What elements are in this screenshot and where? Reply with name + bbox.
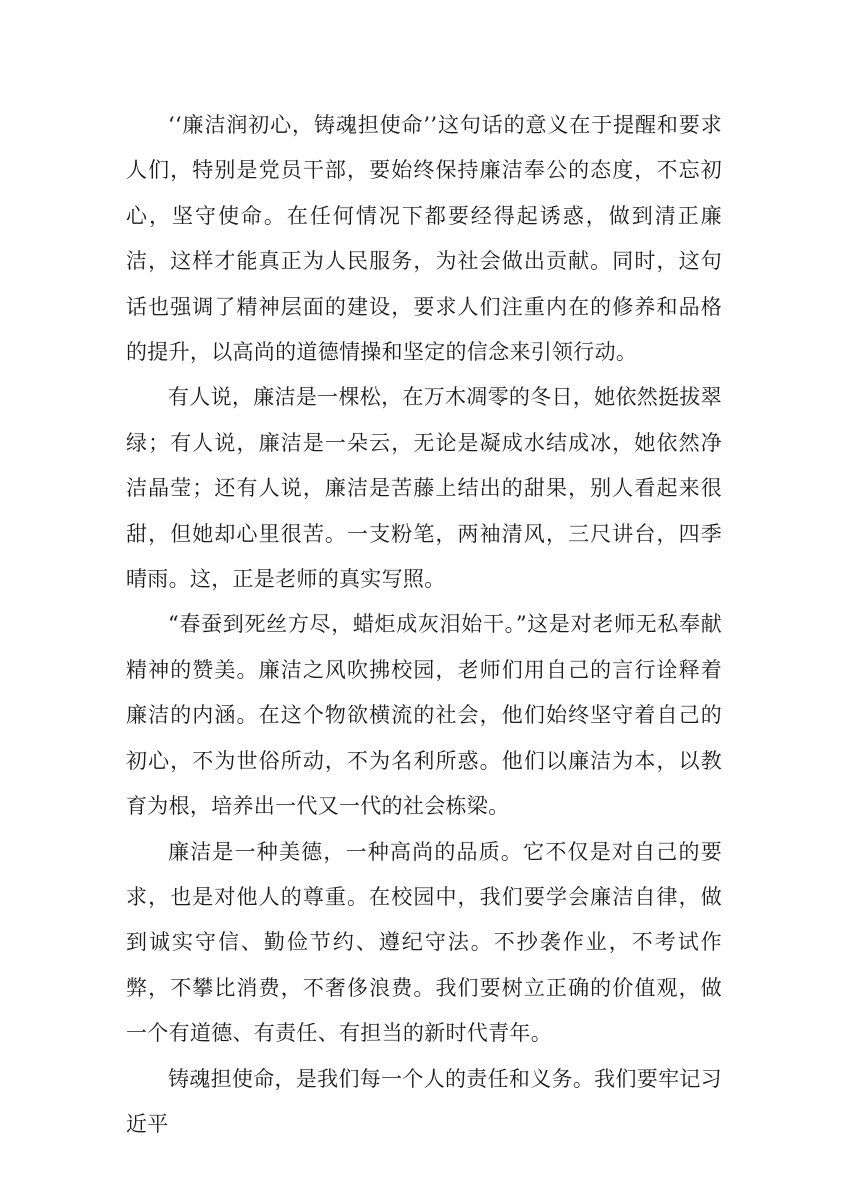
paragraph-3: “春蚕到死丝方尽，蜡炬成灰泪始干。”这是对老师无私奉献精神的赞美。廉洁之风吹拂校园，老师们用自己的言行诠释着廉洁的内涵。在这个物欲横流的社会，他们始终坚守着自己的初心，不为世俗所动，不为名利所惑。他们以廉洁为本，以教育为根，培养出一代又一代的社会栋梁。: [126, 612, 722, 819]
document-page: [126, 103, 722, 1147]
paragraph-4: 廉洁是一种美德，一种高尚的品质。它不仅是对自己的要求，也是对他人的尊重。在校园中，我们要学会廉洁自律，做到诚实守信、勤俭节约、遵纪守法。不抄袭作业，不考试作弊，不攀比消费，不奢侈浪费。我们要树立正确的价值观，做一个有道德、有责任、有担当的新时代青年。: [126, 839, 722, 1046]
paragraph-5: 铸魂担使命，是我们每一个人的责任和义务。我们要牢记习近平: [126, 1066, 722, 1136]
paragraph-1: ‘‘廉洁润初心，铸魂担使命’’这句话的意义在于提醒和要求人们，特别是党员干部，要始终保持廉洁奉公的态度，不忘初心，坚守使命。在任何情况下都要经得起诱惑，做到清正廉洁，这样才能真正为人民服务，为社会做出贡献。同时，这句话也强调了精神层面的建设，要求人们注重内在的修养和品格的提升，以高尚的道德情操和坚定的信念来引领行动。: [126, 113, 722, 365]
paragraph-2: 有人说，廉洁是一棵松，在万木凋零的冬日，她依然挺拔翠绿；有人说，廉洁是一朵云，无论是凝成水结成冰，她依然净洁晶莹；还有人说，廉洁是苦藤上结出的甜果，别人看起来很甜，但她却心里很苦。一支粉笔，两袖清风，三尺讲台，四季晴雨。这，正是老师的真实写照。: [126, 385, 722, 592]
